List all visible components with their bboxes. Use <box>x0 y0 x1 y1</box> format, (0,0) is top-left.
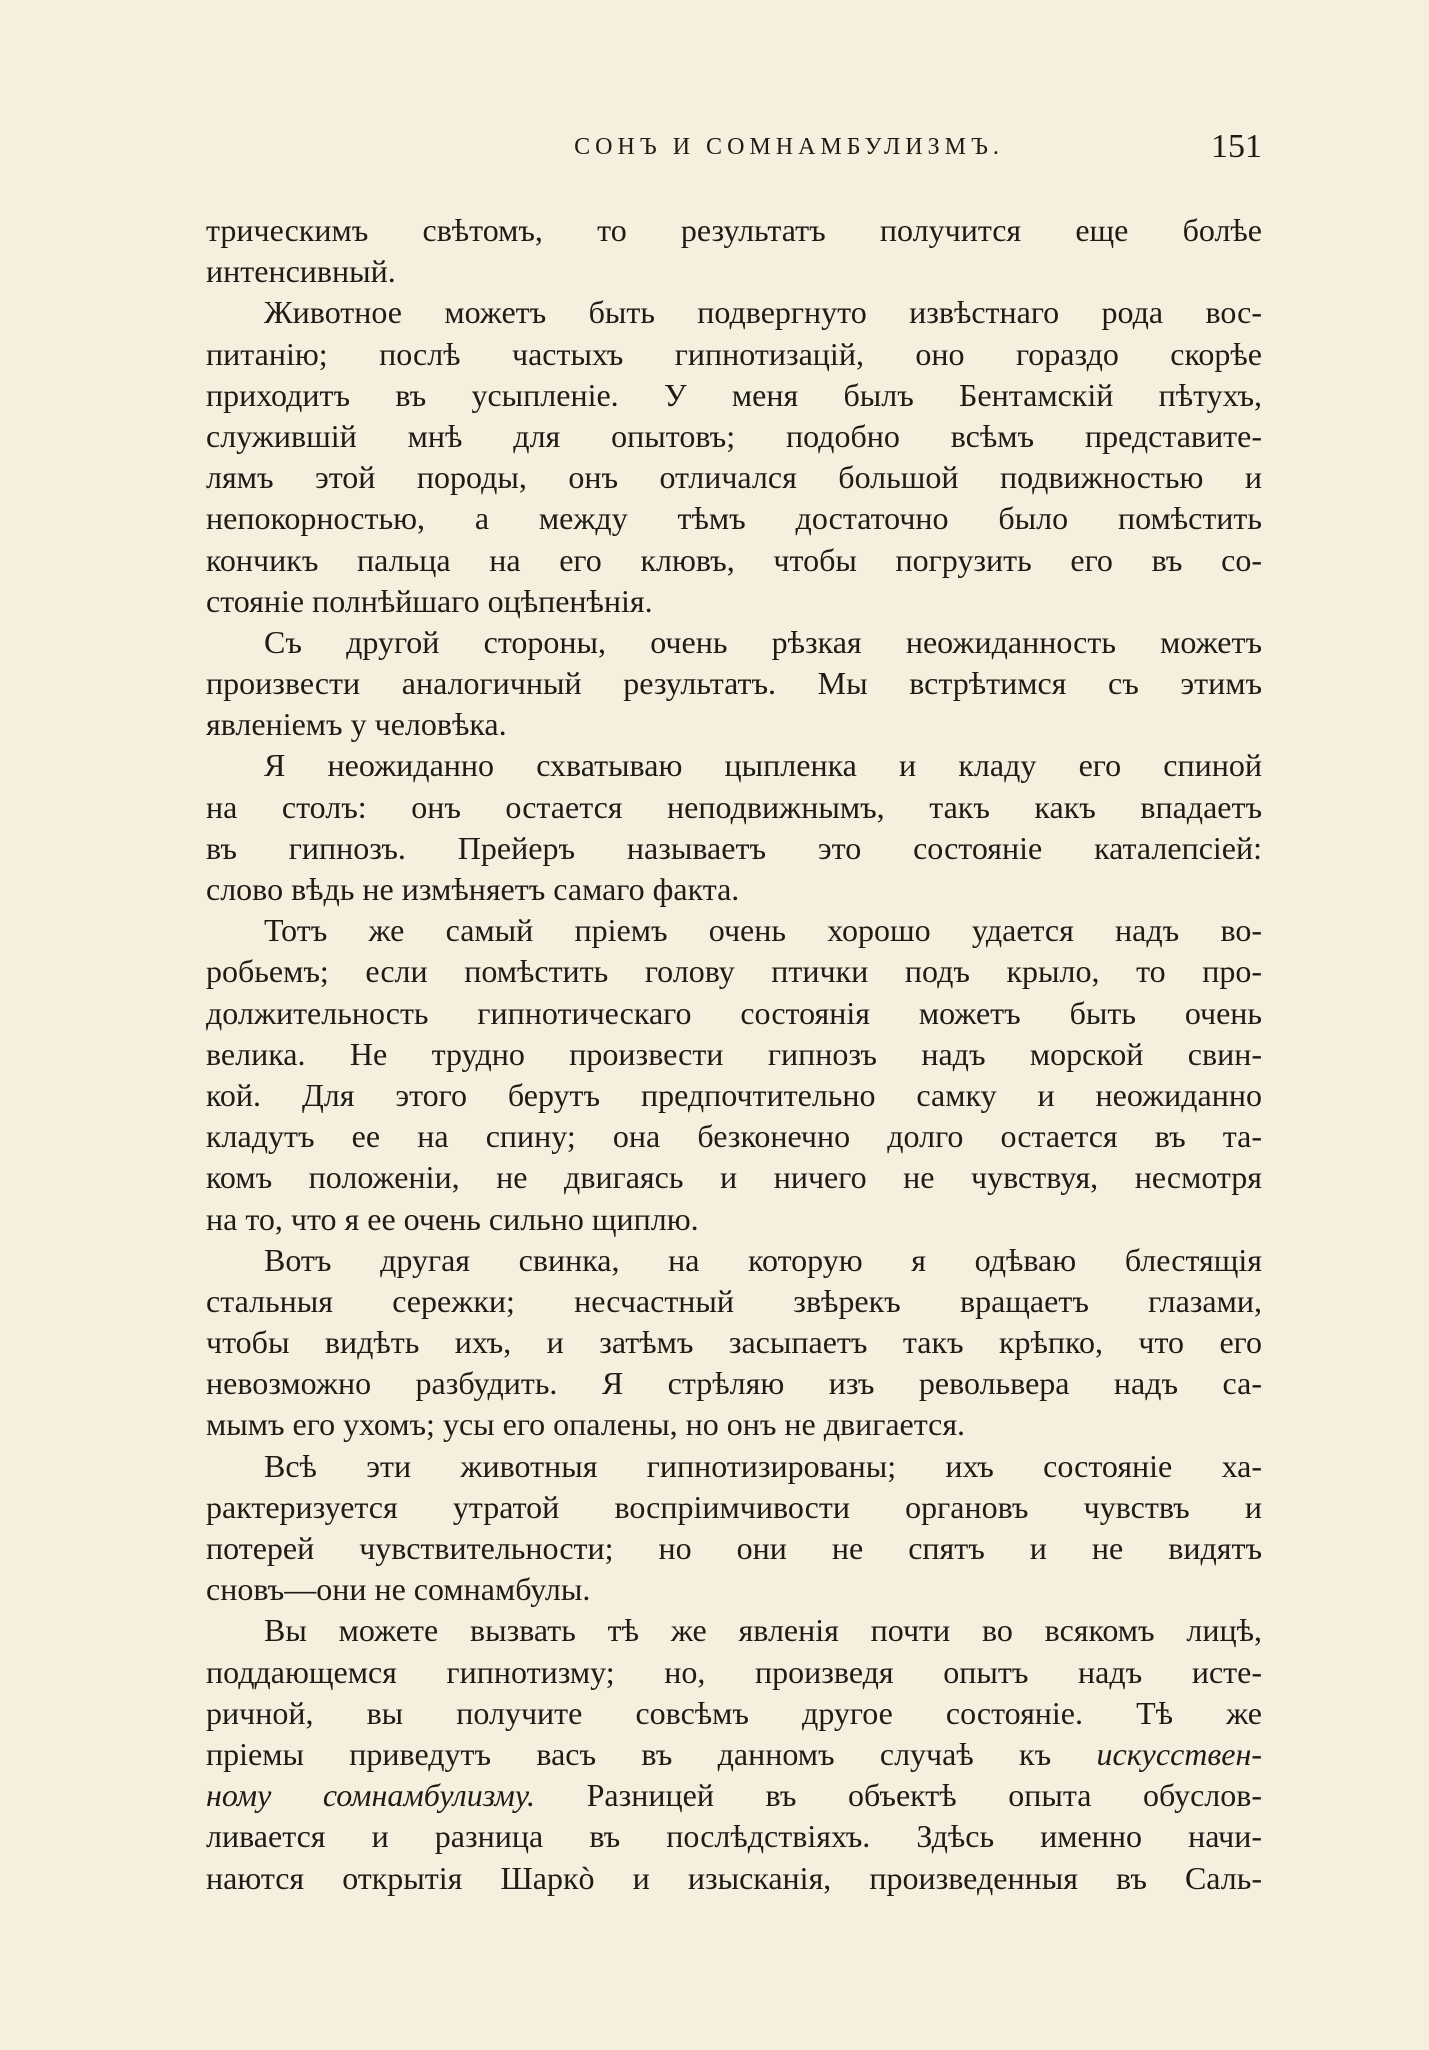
paragraph <box>206 910 1262 1240</box>
text-line: въ гипнозъ. Прейеръ называетъ это состояніе каталепсіей: <box>206 829 1262 866</box>
text-line: сновъ—они не сомнамбулы. <box>206 1571 591 1608</box>
text-line: на столъ: онъ остается неподвижнымъ, такъ какъ впадаетъ <box>206 788 1262 825</box>
text-line: Тотъ же самый пріемъ очень хорошо удается надъ во- <box>264 912 1262 949</box>
page-number: 151 <box>1211 128 1262 165</box>
text-line: трическимъ свѣтомъ, то результатъ получится еще болѣе <box>206 212 1262 248</box>
text-line: явленіемъ у человѣка. <box>206 706 507 743</box>
text-line: лямъ этой породы, онъ отличался большой подвижностью и <box>206 459 1262 496</box>
text-line: слово вѣдь не измѣняетъ самаго факта. <box>206 871 740 907</box>
paragraph <box>206 1446 1262 1611</box>
text-line: кой. Для этого берутъ предпочтительно самку и неожиданно <box>206 1076 1262 1113</box>
text-line: Вотъ другая свинка, на которую я одѣваю блестящія <box>264 1241 1262 1278</box>
text-line: стояніе полнѣйшаго оцѣпенѣнія. <box>206 582 653 619</box>
paragraph <box>206 745 1262 910</box>
body-text <box>206 210 1262 1899</box>
text-line: велика. Не трудно произвести гипнозъ надъ морской свин- <box>206 1035 1262 1072</box>
text-line: мымъ его ухомъ; усы его опалены, но онъ не двигается. <box>206 1406 966 1443</box>
paragraph <box>206 622 1262 746</box>
text-line: поддающемся гипнотизму; но, произведя опытъ надъ исте- <box>206 1653 1262 1690</box>
text-line: ричной, вы получите совсѣмъ другое состояніе. Тѣ же <box>206 1694 1262 1731</box>
text-line: служившій мнѣ для опытовъ; подобно всѣмъ представите- <box>206 417 1262 454</box>
text-line: Я неожиданно схватываю цыпленка и кладу его спиной <box>264 747 1262 784</box>
paragraph <box>206 1610 1262 1898</box>
text-line: невозможно разбудить. Я стрѣляю изъ револьвера надъ са- <box>206 1365 1262 1402</box>
text-line: питанію; послѣ частыхъ гипнотизацій, оно гораздо скорѣе <box>206 335 1262 372</box>
running-head <box>206 128 1262 176</box>
text-line: ливается и разница въ послѣдствіяхъ. Здѣсь именно начи- <box>206 1818 1262 1855</box>
text-line: непокорностью, а между тѣмъ достаточно было помѣстить <box>206 500 1262 537</box>
text-line: должительность гипнотическаго состоянія можетъ быть очень <box>206 994 1262 1031</box>
text-line: стальныя сережки; несчастный звѣрекъ вращаетъ глазами, <box>206 1282 1262 1319</box>
text-line: кончикъ пальца на его клювъ, чтобы погрузить его въ со- <box>206 541 1262 578</box>
text-line: потерей чувствительности; но они не спятъ и не видятъ <box>206 1530 1262 1566</box>
text-line: пріемы приведутъ васъ въ данномъ случаѣ къ искусствен- <box>206 1735 1262 1772</box>
text-line: чтобы видѣть ихъ, и затѣмъ засыпаетъ такъ крѣпко, что его <box>206 1324 1262 1361</box>
text-line: кладутъ ее на спину; она безконечно долго остается въ та- <box>206 1118 1262 1155</box>
text-line: наются открытія Шаркò и изысканія, произведенныя въ Саль- <box>206 1859 1262 1896</box>
text-line: произвести аналогичный результатъ. Мы встрѣтимся съ этимъ <box>206 665 1262 702</box>
text-line: приходитъ въ усыпленіе. У меня былъ Бентамскій пѣтухъ, <box>206 376 1262 413</box>
text-line: Животное можетъ быть подвергнуто извѣстнаго рода вос- <box>264 294 1262 331</box>
text-line: интенсивный. <box>206 253 396 290</box>
paragraph <box>206 1240 1262 1446</box>
text-line: робьемъ; если помѣстить голову птички подъ крыло, то про- <box>206 953 1262 990</box>
text-line: комъ положеніи, не двигаясь и ничего не чувствуя, несмотря <box>206 1159 1262 1196</box>
text-line: Всѣ эти животныя гипнотизированы; ихъ состояніе ха- <box>264 1447 1262 1484</box>
paragraph <box>206 292 1262 622</box>
text-line: Съ другой стороны, очень рѣзкая неожиданность можетъ <box>264 623 1262 660</box>
text-line: рактеризуется утратой воспріимчивости органовъ чувствъ и <box>206 1488 1262 1525</box>
text-line: на то, что я ее очень сильно щиплю. <box>206 1200 699 1237</box>
text-line: Вы можете вызвать тѣ же явленія почти во всякомъ лицѣ, <box>264 1612 1262 1649</box>
text-line: ному сомнамбулизму. Разницей въ объектѣ опыта обуслов- <box>206 1777 1263 1814</box>
paragraph <box>206 210 1262 292</box>
running-title: СОНЪ И СОМНАМБУЛИЗМЪ. <box>574 134 1004 160</box>
